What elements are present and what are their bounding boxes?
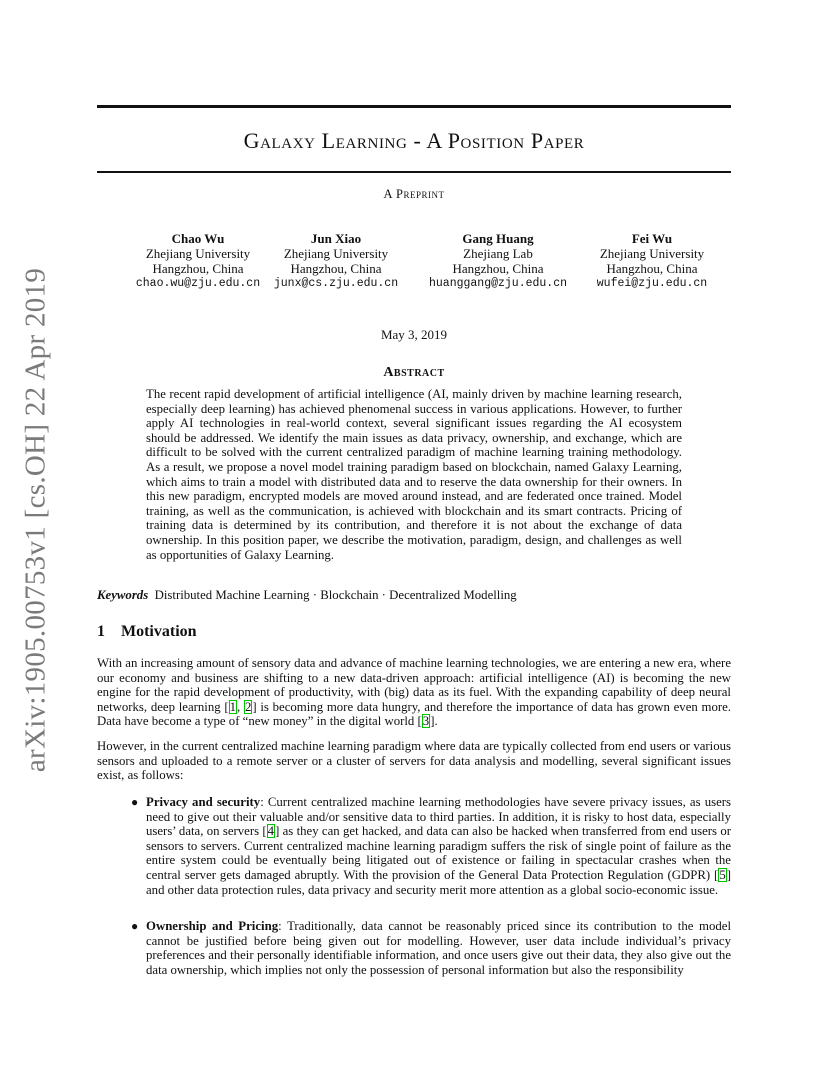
keywords-line bbox=[97, 588, 731, 603]
citation-link[interactable]: 5 bbox=[719, 867, 726, 882]
author-location: Hangzhou, China bbox=[452, 261, 544, 276]
bullet-text: : Traditionally, data cannot be reasonably priced since its contribution to the model cannot be justified before being given out for modelling. However, user data include individual’s privacy preferences and their personally identifiable information, and once users give out their data, they also give out the data ownership, which implies not only the possession of personal information but also the responsibility bbox=[146, 919, 732, 977]
keywords-label: Keywords bbox=[97, 588, 149, 602]
paragraph-text: ]. bbox=[430, 714, 438, 729]
citation-link[interactable]: 3 bbox=[422, 714, 430, 729]
section-heading bbox=[97, 623, 197, 641]
author-affiliation: Zhejiang University bbox=[283, 246, 389, 261]
motivation-paragraph-1: With an increasing amount of sensory data and advance of machine learning technologies, we are entering a new era, where our economy and business are shifting to a new data-driven approach: artificial intelligence (AI) is becoming the new engine for the rapid development of productivity, with (big) data as its fuel. With the expanding capability of deep neural networks, deep learning [1, 2] is becoming more data hungry, and therefore the importance of data has grown even more. Data have become a type of “new money” in the digital world [3]. bbox=[97, 656, 731, 729]
issues-list bbox=[131, 795, 731, 897]
issues-list-continued bbox=[131, 919, 732, 977]
list-item-ownership bbox=[131, 919, 732, 977]
bullet-icon: ● bbox=[131, 919, 139, 933]
author-affiliation: Zhejiang University bbox=[599, 246, 705, 261]
citation-link[interactable]: 4 bbox=[267, 824, 275, 839]
author-location: Hangzhou, China bbox=[152, 261, 244, 276]
keywords-text: Distributed Machine Learning · Blockchain · Decentralized Modelling bbox=[154, 588, 517, 602]
author-block-2 bbox=[251, 231, 421, 291]
author-block-4 bbox=[567, 231, 737, 291]
paper-title: Galaxy Learning - A Position Paper bbox=[243, 128, 585, 153]
bullet-term: Ownership and Pricing bbox=[146, 919, 279, 933]
bullet-text: ] as they can get hacked, and data can also be hacked when transferred from end users or sensors to servers. Current centralized machine learning paradigm suffers the risk of single point of failure as the entire system could be eventually being litigated out of existence or failing in spectacular crashes when the central server gets damaged abruptly. With the provision of the General Data Protection Regulation (GDPR) [ bbox=[146, 824, 731, 882]
author-name: Chao Wu bbox=[171, 231, 225, 246]
author-affiliation: Zhejiang University bbox=[145, 246, 251, 261]
author-name: Jun Xiao bbox=[310, 231, 362, 246]
author-email[interactable]: chao.wu@zju.edu.cn bbox=[135, 277, 261, 290]
paragraph-text: ] is becoming more data hungry, and therefore the importance of data has grown even more. Data have become a type of “new money” in the digital world [ bbox=[97, 699, 731, 729]
bullet-icon: ● bbox=[131, 795, 139, 809]
abstract-heading: Abstract bbox=[383, 365, 445, 380]
preprint-label: A Preprint bbox=[383, 187, 445, 201]
title-rule-top bbox=[97, 105, 731, 108]
section-number: 1 bbox=[97, 623, 105, 640]
section-title: Motivation bbox=[121, 623, 197, 640]
abstract-text: The recent rapid development of artificial intelligence (AI, mainly driven by machine learning research, especially deep learning) has achieved phenomenal success in various applications. However, to further apply AI technologies in real-world context, several significant issues regarding the AI ecosystem should be addressed. We identify the main issues as data privacy, ownership, and exchange, which are difficult to be solved with the current centralized paradigm of machine learning training methodology. As a result, we propose a novel model training paradigm based on blockchain, named Galaxy Learning, which aims to train a model with distributed data and to reserve the data ownership for their owners. In this new paradigm, encrypted models are moved around instead, and are federated once trained. Model training, as well as the communication, is achieved with blockchain and its smart contracts. Pricing of training data is determined by its contribution, and therefore it is not about the exchange of data ownership. In this position paper, we describe the motivation, paradigm, design, and challenges as well as opportunities of Galaxy Learning. bbox=[146, 387, 682, 562]
author-affiliation: Zhejiang Lab bbox=[463, 246, 533, 261]
bullet-text: : Current centralized machine learning methodologies have severe privacy issues, as users need to give out their valuable and/or sensitive data to third parties. In addition, it is risky to host data, especially users’ data, on servers [ bbox=[146, 795, 731, 839]
arxiv-side-stamp: arXiv:1905.00753v1 [cs.OH] 22 Apr 2019 bbox=[19, 267, 52, 773]
author-block-3 bbox=[413, 231, 583, 291]
bullet-term: Privacy and security bbox=[146, 795, 261, 809]
bullet-text: ] and other data protection rules, data privacy and security merit more attention as a global socio-economic issue. bbox=[146, 867, 731, 897]
author-email[interactable]: wufei@zju.edu.cn bbox=[596, 277, 708, 290]
author-email[interactable]: junx@cs.zju.edu.cn bbox=[273, 277, 399, 290]
title-rule-bottom bbox=[97, 171, 731, 173]
paper-date: May 3, 2019 bbox=[380, 327, 448, 342]
list-item-privacy bbox=[131, 795, 731, 897]
author-location: Hangzhou, China bbox=[290, 261, 382, 276]
author-name: Gang Huang bbox=[462, 231, 534, 246]
author-email[interactable]: huanggang@zju.edu.cn bbox=[428, 277, 568, 290]
paragraph-text: With an increasing amount of sensory data and advance of machine learning technologies, we are entering a new era, where our economy and business are shifting to a new data-driven approach: artificial intelligence (AI) is becoming the new engine for the rapid development of productivity, with (big) data as its fuel. With the expanding capability of deep neural networks, deep learning [ bbox=[97, 656, 731, 714]
citation-link[interactable]: 2 bbox=[244, 699, 252, 714]
author-location: Hangzhou, China bbox=[606, 261, 698, 276]
citation-link[interactable]: 1 bbox=[229, 699, 237, 714]
author-name: Fei Wu bbox=[631, 231, 673, 246]
motivation-paragraph-2: However, in the current centralized machine learning paradigm where data are typically collected from end users or various sensors and uploaded to a remote server or a cluster of servers for data analysis and modelling, several significant issues exist, as follows: bbox=[97, 739, 731, 783]
